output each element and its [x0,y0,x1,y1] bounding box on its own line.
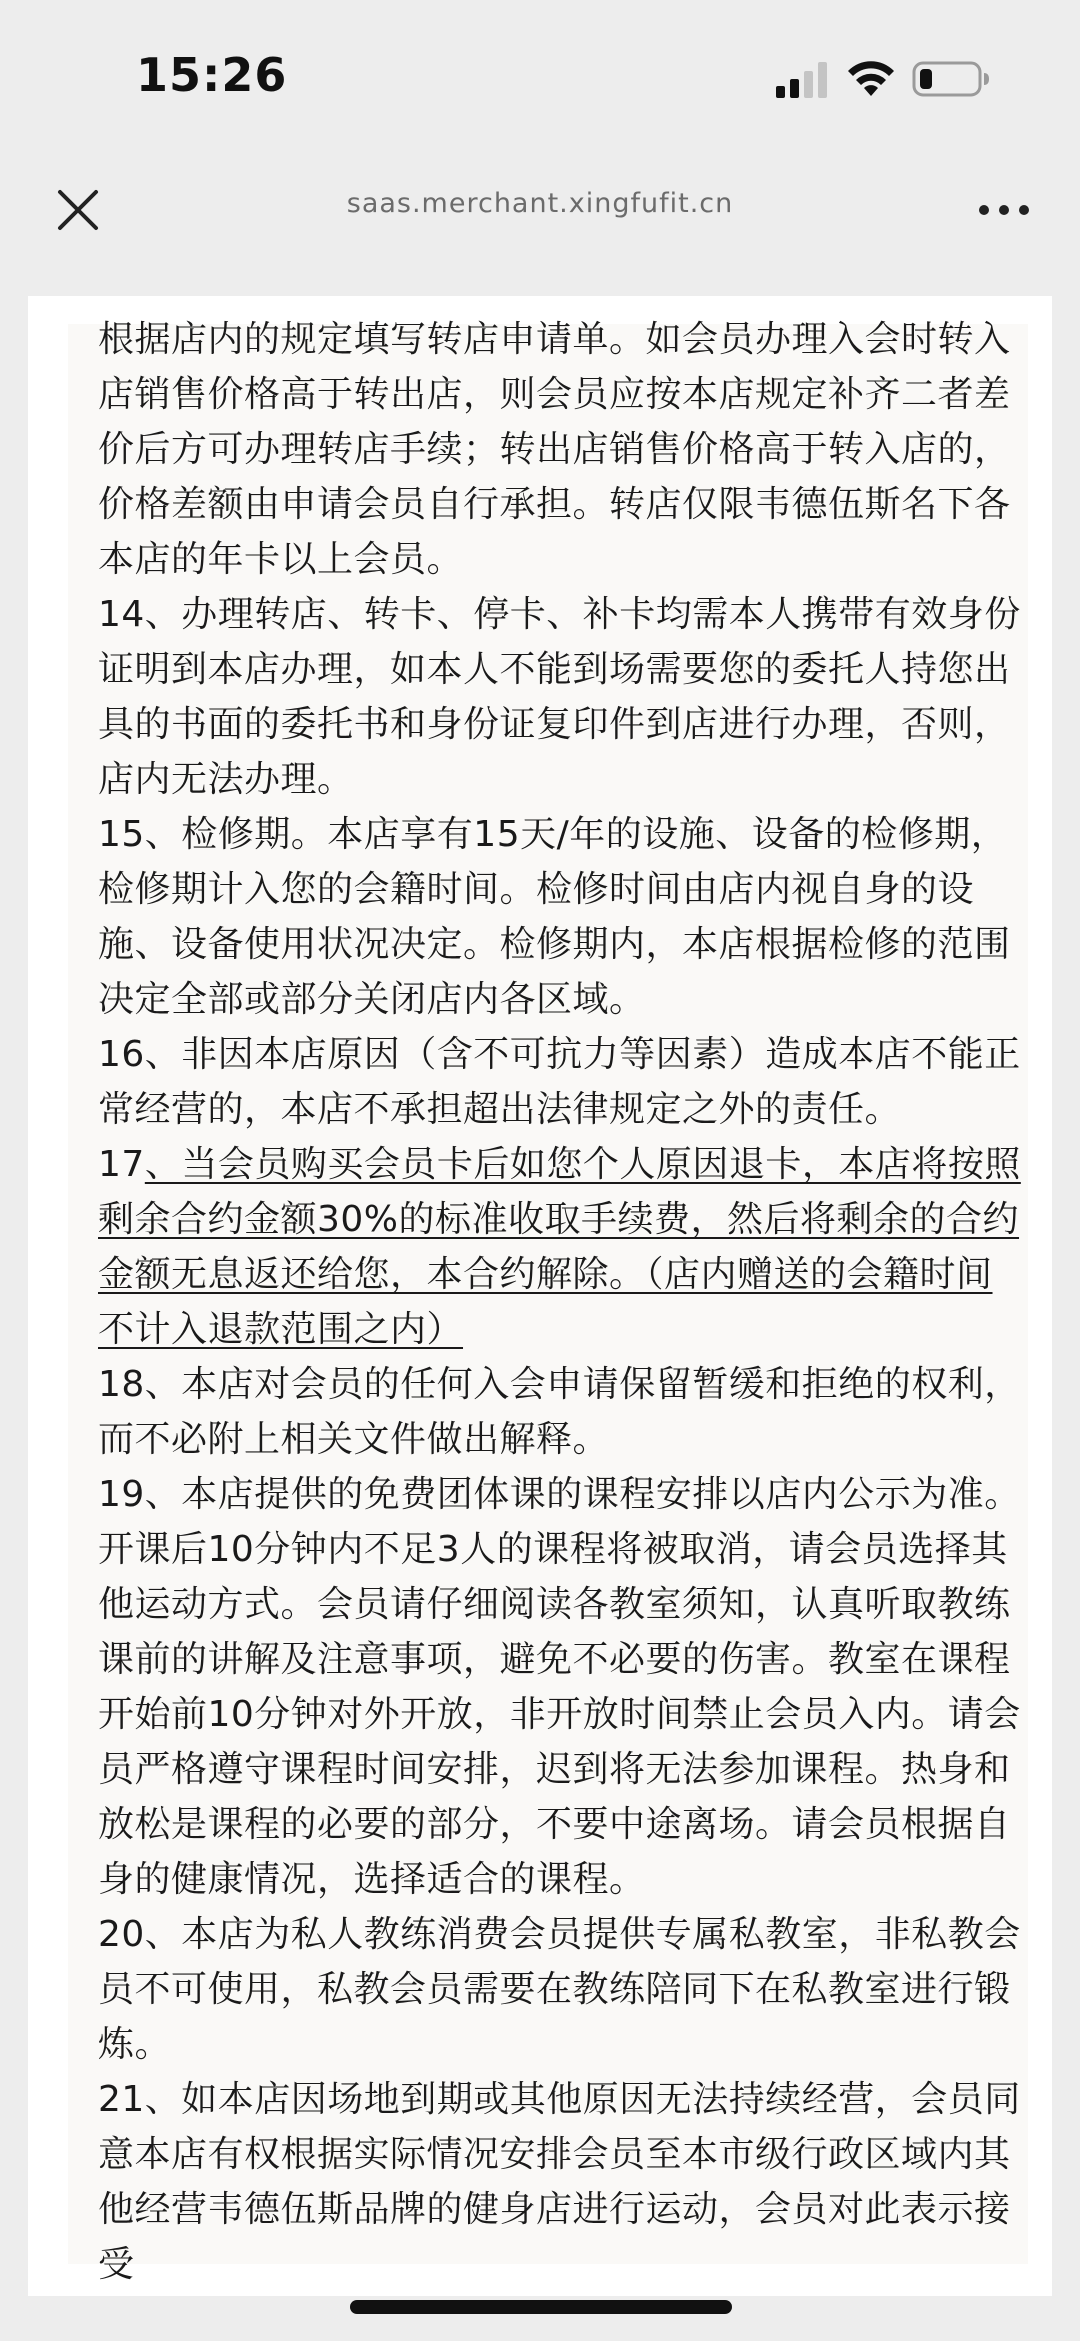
paragraph-19: 19、本店提供的免费团体课的课程安排以店内公示为准。开课后10分钟内不足3人的课程将被取消，请会员选择其他运动方式。会员请仔细阅读各教室须知，认真听取教练课前的讲解及注意事项，避免不必要的伤害。教室在课程开始前10分钟对外开放，非开放时间禁止会员入内。请会员严格遵守课程时间安排，迟到将无法参加课程。热身和放松是课程的必要的部分，不要中途离场。请会员根据自身的健康情况，选择适合的课程。 [98,1474,1021,1900]
agreement-text [98,312,1028,2292]
content-card [28,296,1052,2296]
nav-bar [0,160,1080,272]
more-icon[interactable] [972,190,1036,230]
paragraph-17-number: 17 [98,1144,145,1185]
status-bar [0,0,1080,160]
paragraph-17-underlined: 、当会员购买会员卡后如您个人原因退卡，本店将按照剩余合约金额30%的标准收取手续费，然后将剩余的合约金额无息返还给您，本合约解除。（店内赠送的会籍时间不计入退款范围之内） [98,1144,1021,1350]
paragraph-16: 16、非因本店原因（含不可抗力等因素）造成本店不能正常经营的，本店不承担超出法律规定之外的责任。 [98,1034,1021,1130]
paragraph-21: 21、如本店因场地到期或其他原因无法持续经营，会员同意本店有权根据实际情况安排会员至本市级行政区域内其他经营韦德伍斯品牌的健身店进行运动，会员对此表示接受 [98,2079,1021,2285]
paragraph-18: 18、本店对会员的任何入会申请保留暂缓和拒绝的权利，而不必附上相关文件做出解释。 [98,1364,1021,1460]
home-indicator[interactable] [350,2300,732,2314]
paragraph-intro: 根据店内的规定填写转店申请单。如会员办理入会时转入店销售价格高于转出店，则会员应按本店规定补齐二者差价后方可办理转店手续；转出店销售价格高于转入店的，价格差额由申请会员自行承担。转店仅限韦德伍斯名下各本店的年卡以上会员。 [98,319,1011,580]
battery-icon [912,60,992,98]
paragraph-15: 15、检修期。本店享有15天/年的设施、设备的检修期，检修期计入您的会籍时间。检修时间由店内视自身的设施、设备使用状况决定。检修期内，本店根据检修的范围决定全部或部分关闭店内各区域。 [98,814,1011,1020]
paragraph-14: 14、办理转店、转卡、停卡、补卡均需本人携带有效身份证明到本店办理，如本人不能到场需要您的委托人持您出具的书面的委托书和身份证复印件到店进行办理，否则，店内无法办理。 [98,594,1021,800]
cellular-signal-icon [776,62,830,98]
paragraph-20: 20、本店为私人教练消费会员提供专属私教室，非私教会员不可使用，私教会员需要在教练陪同下在私教室进行锻炼。 [98,1914,1021,2065]
status-time: 15:26 [136,48,288,102]
content-scroll-area[interactable] [68,319,1028,2285]
page-url: saas.merchant.xingfufit.cn [346,188,734,219]
paragraph-17 [98,1137,1028,1357]
wifi-icon [846,58,896,98]
